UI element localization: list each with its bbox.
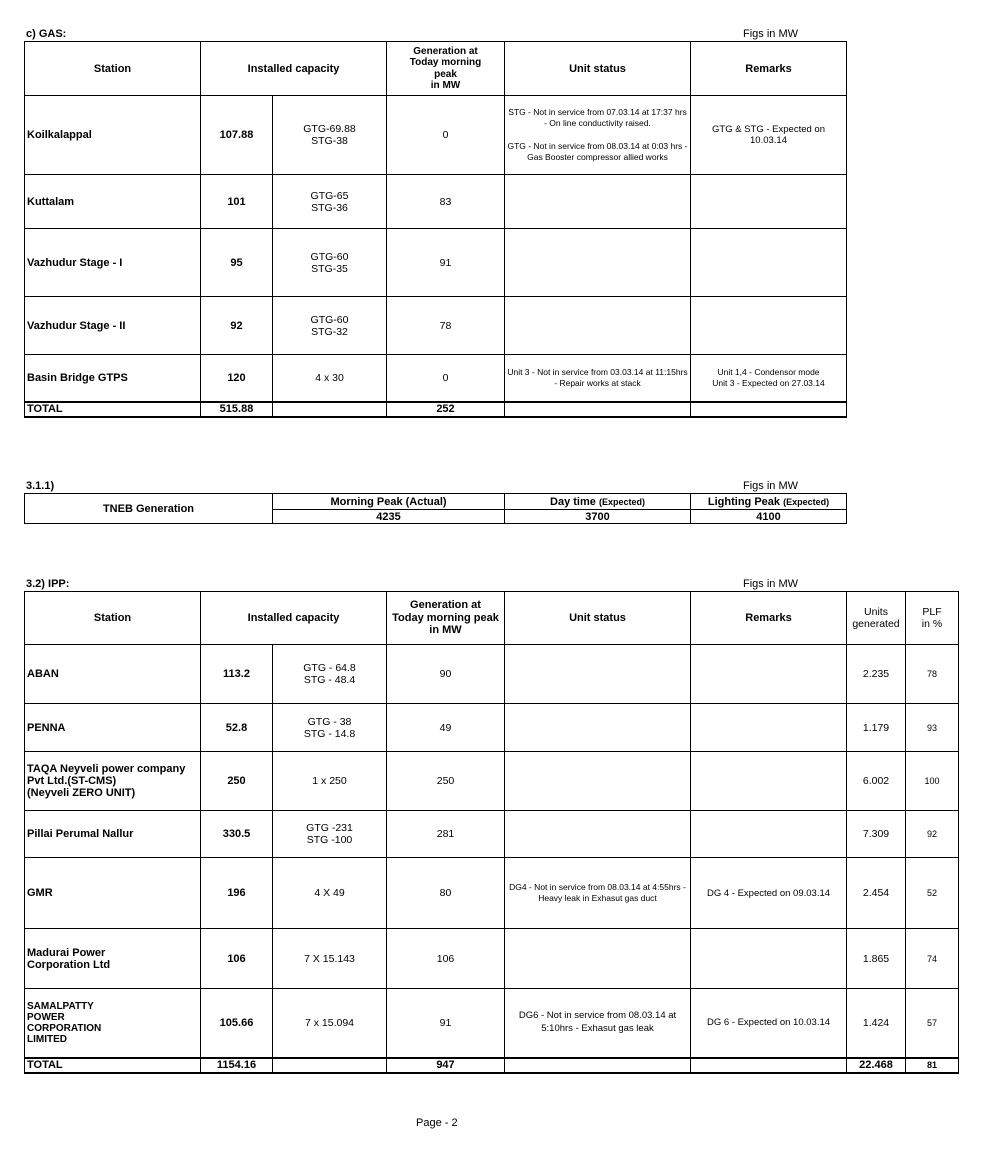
station-name: Koilkalappal — [25, 96, 201, 175]
unit-status-text — [505, 811, 691, 858]
page-number: Page - 2 — [416, 1117, 458, 1129]
installed-capacity: 113.2 — [201, 645, 273, 704]
unit-status-text — [505, 645, 691, 704]
tneb-morning-value: 4235 — [273, 510, 505, 524]
station-name: ABAN — [25, 645, 201, 704]
units-generated-value: 2.454 — [847, 858, 906, 929]
tneb-generation-label: TNEB Generation — [25, 494, 273, 524]
total-generation: 252 — [387, 402, 505, 417]
station-name: GMR — [25, 858, 201, 929]
plf-value: 57 — [906, 989, 959, 1058]
remarks-text: DG 4 - Expected on 09.03.14 — [691, 858, 847, 929]
ipp-section-title: 3.2) IPP: — [26, 578, 70, 590]
ipp-header-row — [25, 592, 959, 645]
unit-breakdown: GTG-60 STG-32 — [273, 297, 387, 355]
ipp-row — [25, 811, 959, 858]
ipp-row — [25, 858, 959, 929]
generation-value: 49 — [387, 704, 505, 752]
tneb-header-morning: Morning Peak (Actual) — [273, 494, 505, 510]
unit-breakdown: GTG - 64.8 STG - 48.4 — [273, 645, 387, 704]
generation-value: 83 — [387, 175, 505, 229]
unit-status-text — [505, 175, 691, 229]
unit-breakdown: 4 X 49 — [273, 858, 387, 929]
installed-capacity: 250 — [201, 752, 273, 811]
unit-status-text — [505, 929, 691, 989]
ipp-header-remarks: Remarks — [691, 592, 847, 645]
total-label: TOTAL — [25, 402, 201, 417]
gas-row — [25, 175, 847, 229]
installed-capacity: 196 — [201, 858, 273, 929]
ipp-header-unit-status: Unit status — [505, 592, 691, 645]
tneb-table — [24, 493, 847, 524]
unit-breakdown: GTG - 38 STG - 14.8 — [273, 704, 387, 752]
remarks-text: DG 6 - Expected on 10.03.14 — [691, 989, 847, 1058]
unit-status-text: DG6 - Not in service from 08.03.14 at 5:10hrs - Exhasut gas leak — [505, 989, 691, 1058]
tneb-header-day — [505, 494, 691, 510]
gas-header-station: Station — [25, 42, 201, 96]
unit-breakdown: 7 x 15.094 — [273, 989, 387, 1058]
unit-breakdown: 4 x 30 — [273, 355, 387, 402]
units-generated-value: 1.865 — [847, 929, 906, 989]
ipp-header-units-generated: Units generated — [847, 592, 906, 645]
remarks-text: GTG & STG - Expected on 10.03.14 — [691, 96, 847, 175]
tneb-header-lighting — [691, 494, 847, 510]
units-generated-value: 1.424 — [847, 989, 906, 1058]
tneb-lighting-value: 4100 — [691, 510, 847, 524]
installed-capacity: 92 — [201, 297, 273, 355]
unit-breakdown: 1 x 250 — [273, 752, 387, 811]
units-generated-value: 2.235 — [847, 645, 906, 704]
tneb-day-value: 3700 — [505, 510, 691, 524]
unit-status-text — [505, 297, 691, 355]
ipp-row — [25, 704, 959, 752]
remarks-text — [691, 929, 847, 989]
station-name: Pillai Perumal Nallur — [25, 811, 201, 858]
installed-capacity: 330.5 — [201, 811, 273, 858]
station-name: Basin Bridge GTPS — [25, 355, 201, 402]
remarks-text — [691, 752, 847, 811]
generation-value: 0 — [387, 96, 505, 175]
total-capacity: 515.88 — [201, 402, 273, 417]
gas-table — [24, 41, 847, 418]
unit-status-text — [505, 229, 691, 297]
empty-cell — [691, 402, 847, 417]
station-name: Vazhudur Stage - II — [25, 297, 201, 355]
station-name: Kuttalam — [25, 175, 201, 229]
tneb-header-day-label: Day time — [550, 495, 596, 508]
remarks-text — [691, 297, 847, 355]
installed-capacity: 101 — [201, 175, 273, 229]
gas-row — [25, 355, 847, 402]
ipp-header-generation: Generation at Today morning peak in MW — [387, 592, 505, 645]
remarks-text — [691, 175, 847, 229]
ipp-row — [25, 929, 959, 989]
remarks-text: Unit 1,4 - Condensor mode Unit 3 - Expected on 27.03.14 — [691, 355, 847, 402]
remarks-text — [691, 229, 847, 297]
gas-row — [25, 96, 847, 175]
gas-header-remarks: Remarks — [691, 42, 847, 96]
unit-breakdown: GTG -231 STG -100 — [273, 811, 387, 858]
remarks-text — [691, 811, 847, 858]
empty-cell — [273, 1058, 387, 1073]
gas-row — [25, 297, 847, 355]
generation-value: 91 — [387, 989, 505, 1058]
station-name: Vazhudur Stage - I — [25, 229, 201, 297]
remarks-text — [691, 704, 847, 752]
ipp-figs-unit: Figs in MW — [743, 578, 798, 590]
empty-cell — [505, 1058, 691, 1073]
installed-capacity: 106 — [201, 929, 273, 989]
generation-value: 91 — [387, 229, 505, 297]
ipp-table — [24, 591, 959, 1074]
total-plf: 81 — [906, 1058, 959, 1073]
plf-value: 74 — [906, 929, 959, 989]
generation-value: 250 — [387, 752, 505, 811]
gas-header-unit-status: Unit status — [505, 42, 691, 96]
units-generated-value: 1.179 — [847, 704, 906, 752]
plf-value: 92 — [906, 811, 959, 858]
station-name: PENNA — [25, 704, 201, 752]
generation-value: 78 — [387, 297, 505, 355]
unit-status-text — [505, 752, 691, 811]
tneb-header-lighting-label: Lighting Peak — [707, 495, 781, 508]
installed-capacity: 105.66 — [201, 989, 273, 1058]
tneb-figs-unit: Figs in MW — [743, 480, 798, 492]
plf-value: 78 — [906, 645, 959, 704]
gas-section-title: c) GAS: — [26, 28, 67, 40]
unit-status-text: DG4 - Not in service from 08.03.14 at 4:55hrs - Heavy leak in Exhasut gas duct — [505, 858, 691, 929]
total-generation: 947 — [387, 1058, 505, 1073]
gas-header-generation: Generation at Today morning peak in MW — [387, 42, 505, 96]
empty-cell — [505, 402, 691, 417]
station-name: TAQA Neyveli power company Pvt Ltd.(ST-CMS) (Neyveli ZERO UNIT) — [25, 752, 201, 811]
gas-header-row — [25, 42, 847, 96]
generation-value: 281 — [387, 811, 505, 858]
ipp-row — [25, 989, 959, 1058]
ipp-header-station: Station — [25, 592, 201, 645]
tneb-header-row — [25, 494, 847, 510]
unit-breakdown: GTG-65 STG-36 — [273, 175, 387, 229]
units-generated-value: 7.309 — [847, 811, 906, 858]
empty-cell — [273, 402, 387, 417]
total-label: TOTAL — [25, 1058, 201, 1073]
empty-cell — [691, 1058, 847, 1073]
ipp-total-row — [25, 1058, 959, 1073]
tneb-header-day-note: (Expected) — [598, 496, 645, 507]
unit-status-text: STG - Not in service from 07.03.14 at 17:37 hrs - On line conductivity raised. GTG - Not in service from 08.03.14 at 0:03 hrs - Gas Booster compressor allied works — [505, 96, 691, 175]
total-capacity: 1154.16 — [201, 1058, 273, 1073]
installed-capacity: 95 — [201, 229, 273, 297]
unit-status-text: Unit 3 - Not in service from 03.03.14 at 11:15hrs - Repair works at stack — [505, 355, 691, 402]
unit-breakdown: GTG-69.88 STG-38 — [273, 96, 387, 175]
gas-row — [25, 229, 847, 297]
generation-value: 90 — [387, 645, 505, 704]
generation-value: 106 — [387, 929, 505, 989]
installed-capacity: 120 — [201, 355, 273, 402]
station-name: Madurai Power Corporation Ltd — [25, 929, 201, 989]
units-generated-value: 6.002 — [847, 752, 906, 811]
unit-breakdown: 7 X 15.143 — [273, 929, 387, 989]
remarks-text — [691, 645, 847, 704]
tneb-section-title: 3.1.1) — [26, 480, 55, 492]
plf-value: 93 — [906, 704, 959, 752]
generation-value: 0 — [387, 355, 505, 402]
ipp-row — [25, 645, 959, 704]
total-units-generated: 22.468 — [847, 1058, 906, 1073]
generation-value: 80 — [387, 858, 505, 929]
ipp-header-plf: PLF in % — [906, 592, 959, 645]
ipp-header-installed: Installed capacity — [201, 592, 387, 645]
gas-header-installed: Installed capacity — [201, 42, 387, 96]
unit-breakdown: GTG-60 STG-35 — [273, 229, 387, 297]
ipp-row — [25, 752, 959, 811]
tneb-header-lighting-note: (Expected) — [783, 496, 830, 507]
gas-total-row — [25, 402, 847, 417]
unit-status-text — [505, 704, 691, 752]
installed-capacity: 52.8 — [201, 704, 273, 752]
station-name: SAMALPATTY POWER CORPORATION LIMITED — [25, 989, 201, 1058]
installed-capacity: 107.88 — [201, 96, 273, 175]
gas-figs-unit: Figs in MW — [743, 28, 798, 40]
plf-value: 100 — [906, 752, 959, 811]
plf-value: 52 — [906, 858, 959, 929]
